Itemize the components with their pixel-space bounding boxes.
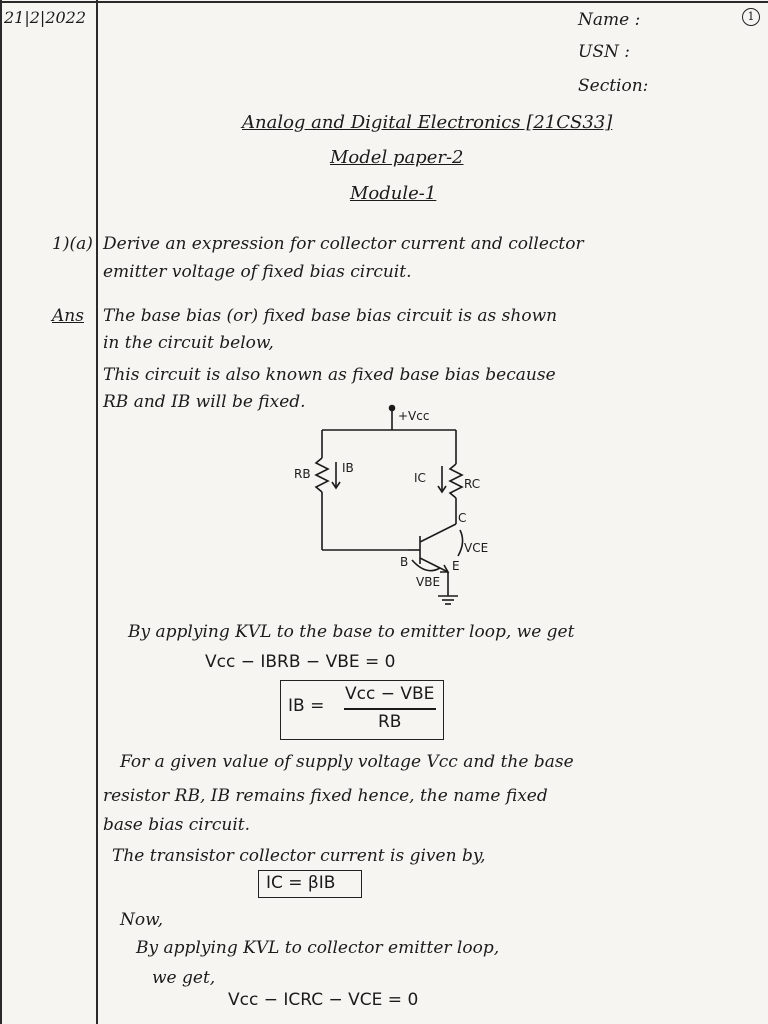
- collector-current-text: The transistor collector current is given by,: [112, 846, 486, 866]
- answer-label: Ans: [52, 306, 84, 326]
- ib-denominator: RB: [378, 712, 402, 732]
- paper-title: Model paper-2: [330, 147, 464, 168]
- base-label: B: [400, 555, 409, 569]
- ic-label: IC: [414, 471, 426, 485]
- module-title: Module-1: [350, 183, 437, 204]
- page-date: 21|2|2022: [4, 8, 87, 27]
- fraction-bar: [344, 708, 436, 710]
- question-line-2: emitter voltage of fixed bias circuit.: [103, 262, 412, 282]
- vce-label: VCE: [464, 541, 489, 555]
- question-line-1: Derive an expression for collector current and collector: [103, 234, 584, 254]
- kvl-ce-equation: Vcc − ICRC − VCE = 0: [228, 990, 419, 1010]
- rb-label: RB: [294, 467, 311, 481]
- top-rule: [0, 1, 768, 3]
- left-edge-line: [0, 0, 2, 1024]
- kvl-base-text: By applying KVL to the base to emitter loop, we get: [128, 622, 575, 642]
- margin-line: [96, 0, 98, 1024]
- course-title: Analog and Digital Electronics [21CS33]: [242, 112, 613, 133]
- explain-line-3: base bias circuit.: [103, 815, 251, 835]
- ib-label: IB: [342, 461, 354, 475]
- answer-line-1: The base bias (or) fixed base bias circuit is as shown: [103, 306, 558, 326]
- section-label: Section:: [578, 76, 649, 96]
- now-text: Now,: [120, 910, 164, 930]
- kvl-base-equation: Vcc − IBRB − VBE = 0: [205, 652, 396, 672]
- collector-label: C: [458, 511, 467, 525]
- rc-label: RC: [464, 477, 481, 491]
- we-get-text: we get,: [152, 968, 216, 988]
- name-label: Name :: [578, 10, 641, 30]
- kvl-ce-text: By applying KVL to collector emitter loop,: [136, 938, 500, 958]
- vcc-label: +Vcc: [398, 409, 430, 423]
- vbe-label: VBE: [416, 575, 441, 589]
- ib-numerator: Vcc − VBE: [345, 684, 435, 704]
- fixed-bias-circuit-diagram: [280, 400, 520, 620]
- page-number: 1: [742, 8, 760, 26]
- answer-line-4: RB and IB will be fixed.: [103, 392, 306, 412]
- emitter-label: E: [452, 559, 460, 573]
- explain-line-1: For a given value of supply voltage Vcc and the base: [120, 752, 574, 772]
- ib-lhs: IB =: [288, 696, 325, 716]
- ic-equation: IC = βIB: [266, 873, 336, 893]
- usn-label: USN :: [578, 42, 630, 62]
- explain-line-2: resistor RB, IB remains fixed hence, the name fixed: [103, 786, 548, 806]
- question-number: 1)(a): [52, 234, 93, 254]
- answer-line-2: in the circuit below,: [103, 333, 274, 353]
- answer-line-3: This circuit is also known as fixed base bias because: [103, 365, 556, 385]
